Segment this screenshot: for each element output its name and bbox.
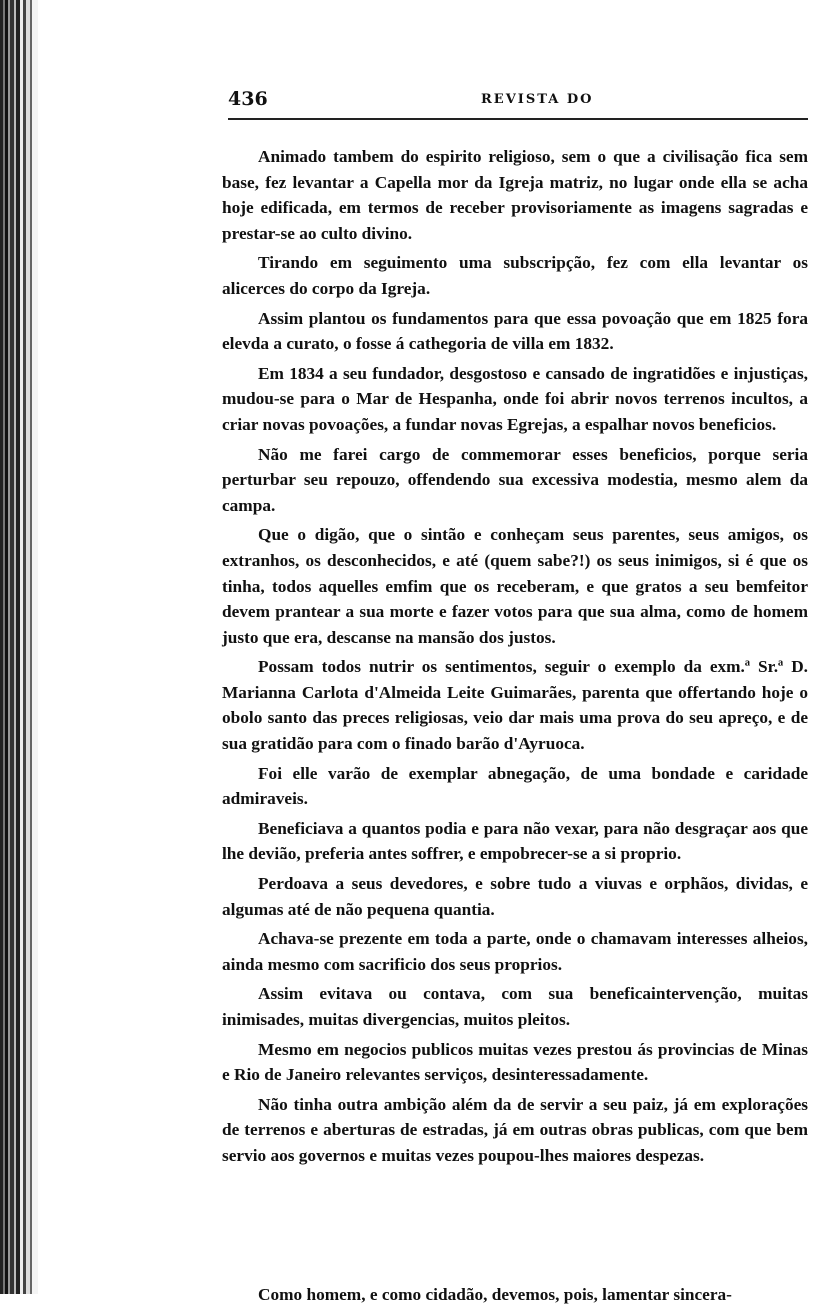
- page-header: [228, 88, 808, 112]
- paragraph: Perdoava a seus devedores, e sobre tudo a viuvas e orphãos, dividas, e algumas até de não pequena quantia.: [222, 874, 808, 919]
- cut-off-line: Como homem, e como cidadão, devemos, pois, lamentar sincera-: [258, 1285, 732, 1304]
- paragraph: Assim evitava ou contava, com sua beneficaintervenção, muitas inimisades, muitas divergencias, muitos pleitos.: [222, 984, 808, 1029]
- book-spine-shadow: [0, 0, 38, 1294]
- paragraph: Assim plantou os fundamentos para que essa povoação que em 1825 fora elevda a curato, o fosse á cathegoria de villa em 1832.: [222, 308, 808, 354]
- paragraph: Achava-se prezente em toda a parte, onde o chamavam interesses alheios, ainda mesmo com sacrificio dos seus proprios.: [222, 929, 808, 974]
- paragraph: Em 1834 a seu fundador, desgostoso e cansado de ingratidões e injustiças, mudou-se para o Mar de Hespanha, onde foi abrir novos terrenos incultos, a criar novas povoações, a fundar novas Egrejas, a espalhar novos beneficios.: [222, 363, 808, 434]
- paragraph: Não me farei cargo de commemorar esses beneficios, porque seria perturbar seu repouzo, offendendo sua excessiva modestia, mesmo alem da campa.: [222, 444, 808, 515]
- paragraph: Beneficiava a quantos podia e para não vexar, para não desgraçar aos que lhe devião, preferia antes soffrer, e empobrecer-se a si proprio.: [222, 818, 808, 864]
- paragraph: Tirando em seguimento uma subscripção, fez com ella levantar os alicerces do corpo da Igreja.: [222, 253, 808, 298]
- paragraph: Foi elle varão de exemplar abnegação, de uma bondade e caridade admiraveis.: [222, 763, 808, 809]
- paragraph: Que o digão, que o sintão e conheçam seus parentes, seus amigos, os extranhos, os desconhecidos, e até (quem sabe?!) os seus inimigos, si é que os tinha, todos aquelles emfim que os receberam, e que gratos a seu bemfeitor devem prantear a sua morte e fazer votos para que sua alma, como de homem justo que era, descanse na mansão dos justos.: [222, 525, 808, 647]
- article-body: [222, 144, 808, 1173]
- paragraph: Possam todos nutrir os sentimentos, seguir o exemplo da exm.ª Sr.ª D. Marianna Carlota d'Almeida Leite Guimarães, parenta que offertando hoje o obolo santo das preces religiosas, veio dar mais uma prova do seu apreço, e de sua gratidão para com o finado barão d'Ayruoca.: [222, 657, 808, 754]
- paragraph: Não tinha outra ambição além da de servir a seu paiz, já em explorações de terrenos e aberturas de estradas, já em outras obras publicas, com que bem servio aos governos e muitas vezes poupou-lhes maiores despezas.: [222, 1094, 808, 1165]
- paragraph: Animado tambem do espirito religioso, sem o que a civilisação fica sem base, fez levantar a Capella mor da Igreja matriz, no lugar onde ella se acha hoje edificada, em termos de receber provisoriamente as imagens sagradas e prestar-se ao culto divino.: [222, 147, 808, 243]
- header-rule: [228, 118, 808, 120]
- running-title: REVISTA DO: [481, 92, 594, 107]
- page-number: 436: [228, 88, 268, 110]
- paragraph: Mesmo em negocios publicos muitas vezes prestou ás provincias de Minas e Rio de Janeiro relevantes serviços, desinteressadamente.: [222, 1039, 808, 1085]
